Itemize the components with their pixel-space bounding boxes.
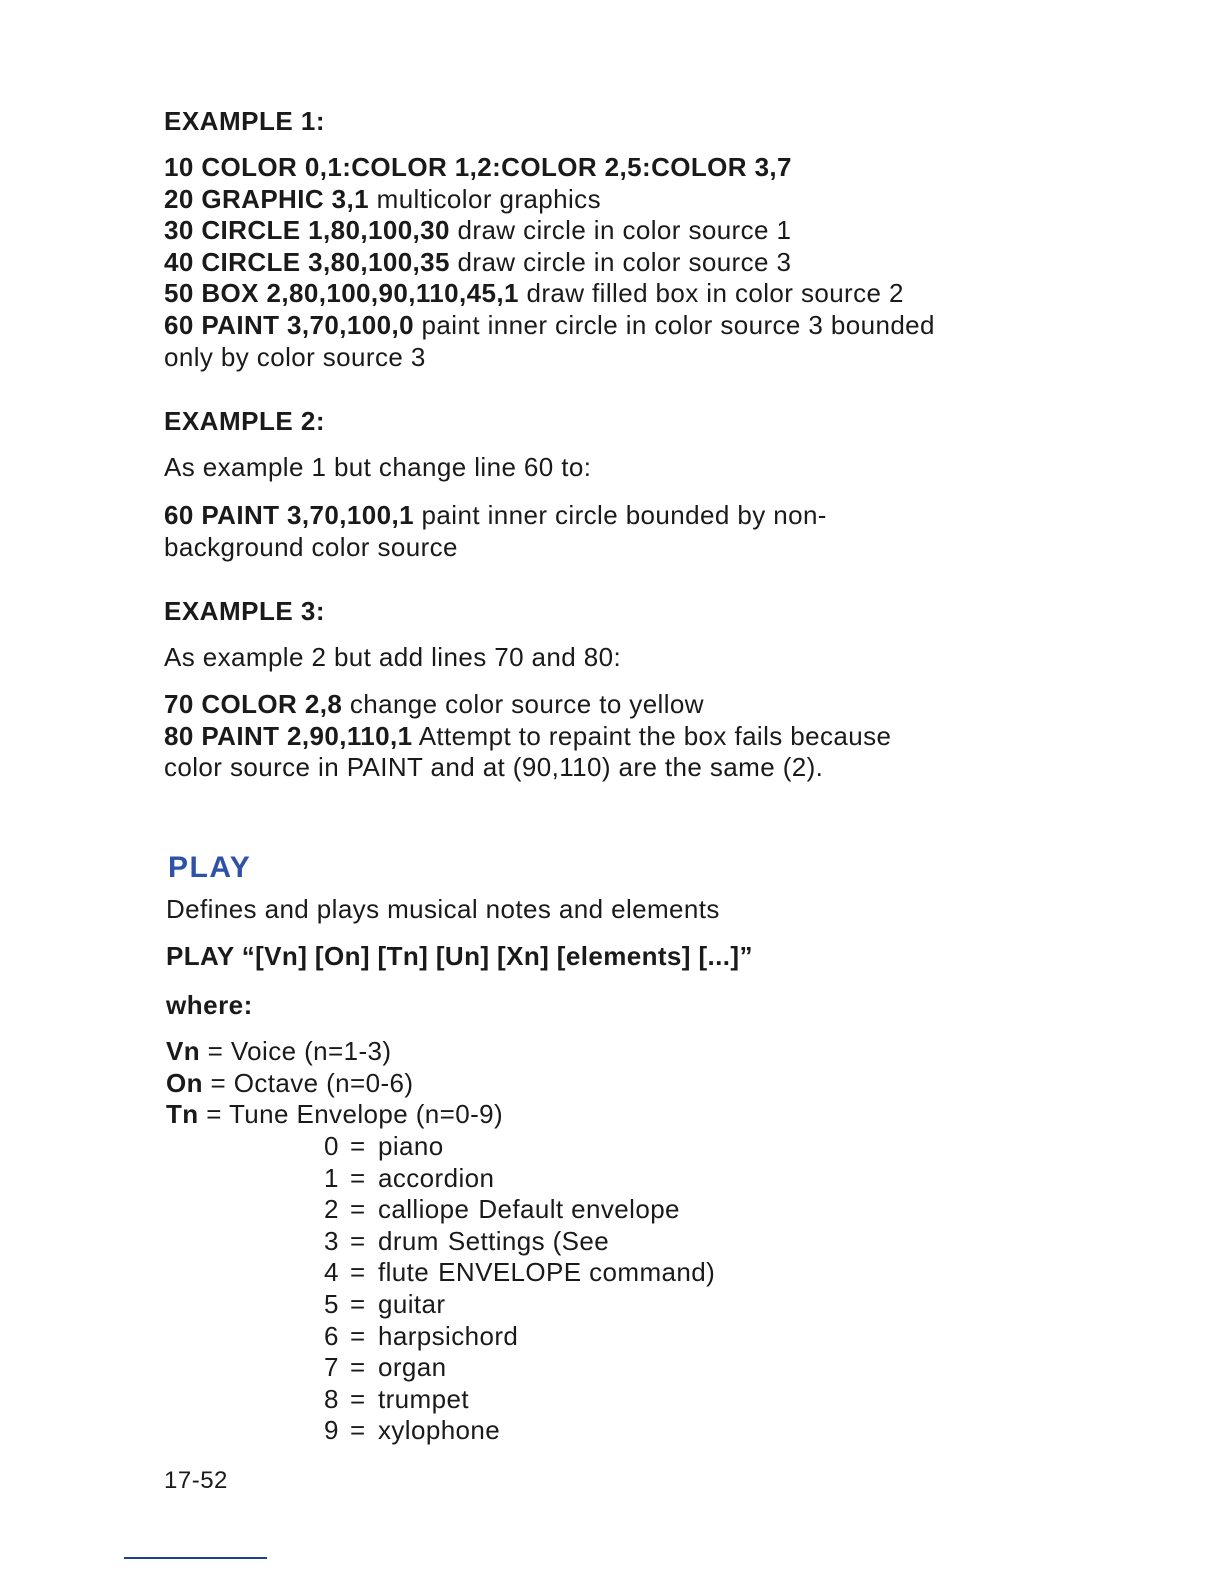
example-1	[164, 106, 325, 137]
envelope-equals: =	[350, 1320, 366, 1351]
list-item	[324, 1194, 715, 1226]
code-keyword: 70 COLOR 2,8	[164, 689, 343, 719]
envelope-number: 1	[324, 1162, 339, 1193]
section-title-play: PLAY	[168, 851, 252, 884]
code-continuation: color source in PAINT and at (90,110) are the same (2).	[164, 752, 824, 783]
code-comment: Attempt to repaint the box fails because	[412, 720, 892, 751]
example-3-code	[164, 689, 891, 784]
code-comment: paint inner circle in color source 3 bounded	[413, 309, 935, 340]
list-item	[324, 1289, 715, 1321]
play-syntax	[166, 941, 753, 973]
envelope-equals: =	[350, 1415, 366, 1446]
example-1-code	[164, 152, 935, 373]
envelope-number: 7	[324, 1352, 339, 1383]
example-2-heading: EXAMPLE 2:	[164, 406, 326, 436]
envelope-equals: =	[350, 1194, 366, 1225]
syntax-args: “[Vn] [On] [Tn] [Un] [Xn] [elements] [...]”	[234, 941, 753, 971]
param-row	[166, 1099, 503, 1131]
envelope-note: ENVELOPE command)	[438, 1257, 716, 1288]
envelope-name: accordion	[378, 1162, 495, 1193]
list-item	[324, 1384, 715, 1416]
envelope-equals: =	[350, 1288, 366, 1319]
envelope-equals: =	[350, 1225, 366, 1256]
code-line	[164, 721, 891, 753]
code-continuation: only by color source 3	[164, 341, 426, 372]
list-item	[324, 1352, 715, 1384]
envelope-equals: =	[350, 1131, 366, 1161]
list-item	[324, 1226, 715, 1258]
code-keyword: 80 PAINT 2,90,110,1	[164, 720, 413, 751]
envelope-number: 4	[324, 1257, 339, 1288]
list-item	[324, 1163, 715, 1195]
where-label: where:	[166, 990, 253, 1020]
envelope-number: 6	[324, 1320, 339, 1351]
param-key: Tn	[166, 1099, 199, 1130]
page-number: 17-52	[164, 1467, 228, 1494]
code-keyword: 60 PAINT 3,70,100,1	[164, 500, 414, 530]
envelope-name: organ	[378, 1352, 447, 1383]
code-continuation: background color source	[164, 531, 458, 562]
param-key: Vn	[166, 1036, 201, 1066]
code-line	[164, 215, 935, 247]
envelope-number: 9	[324, 1415, 339, 1446]
code-comment: paint inner circle bounded by non-	[413, 500, 827, 530]
code-keyword: 30 CIRCLE 1,80,100,30	[164, 215, 450, 246]
envelope-equals: =	[350, 1257, 366, 1288]
list-item	[324, 1321, 715, 1353]
list-item	[324, 1131, 715, 1163]
list-item	[324, 1415, 715, 1447]
code-keyword: 60 PAINT 3,70,100,0	[164, 309, 414, 340]
example-1-heading: EXAMPLE 1:	[164, 106, 326, 136]
envelope-number: 3	[324, 1225, 339, 1256]
code-keyword: 10 COLOR 0,1:COLOR 1,2:COLOR 2,5:COLOR 3,7	[164, 152, 792, 182]
code-keyword: 20 GRAPHIC 3,1	[164, 183, 370, 214]
code-line	[164, 310, 935, 342]
code-comment: draw circle in color source 1	[449, 215, 792, 246]
envelope-name: piano	[378, 1131, 444, 1161]
envelope-list	[164, 1131, 715, 1447]
example-3-intro: As example 2 but add lines 70 and 80:	[164, 642, 622, 672]
envelope-name: xylophone	[378, 1415, 501, 1446]
param-desc: = Octave (n=0-6)	[202, 1067, 414, 1098]
example-2-code	[164, 500, 827, 563]
param-key: On	[166, 1067, 203, 1098]
code-line	[164, 247, 935, 279]
envelope-number: 0	[324, 1131, 339, 1161]
envelope-name: calliope	[378, 1194, 470, 1225]
example-3-heading: EXAMPLE 3:	[164, 596, 326, 626]
envelope-note: Settings (See	[447, 1225, 610, 1256]
code-comment: multicolor graphics	[369, 183, 601, 214]
code-line	[164, 689, 891, 721]
play-params	[166, 1036, 503, 1131]
envelope-name: flute	[378, 1257, 430, 1288]
envelope-name: guitar	[378, 1288, 446, 1319]
code-keyword: 50 BOX 2,80,100,90,110,45,1	[164, 278, 519, 309]
envelope-number: 2	[324, 1194, 339, 1225]
envelope-name: harpsichord	[378, 1320, 519, 1351]
envelope-number: 8	[324, 1383, 339, 1414]
code-line	[164, 184, 935, 216]
envelope-name: trumpet	[378, 1383, 469, 1414]
param-desc: = Tune Envelope (n=0-9)	[198, 1099, 504, 1130]
footer-rule	[124, 1557, 267, 1559]
envelope-note: Default envelope	[478, 1194, 680, 1225]
envelope-name: drum	[378, 1225, 439, 1256]
param-row	[166, 1036, 503, 1068]
syntax-keyword: PLAY	[166, 941, 235, 971]
code-line	[164, 152, 935, 184]
code-comment: draw filled box in color source 2	[518, 278, 904, 309]
list-item	[324, 1257, 715, 1289]
envelope-equals: =	[350, 1352, 366, 1383]
envelope-equals: =	[350, 1162, 366, 1193]
envelope-equals: =	[350, 1383, 366, 1414]
code-line	[164, 278, 935, 310]
code-line	[164, 500, 827, 532]
param-row	[166, 1068, 503, 1100]
code-comment: draw circle in color source 3	[449, 246, 792, 277]
example-2-intro: As example 1 but change line 60 to:	[164, 452, 592, 482]
envelope-number: 5	[324, 1288, 339, 1319]
play-description: Defines and plays musical notes and elements	[166, 894, 720, 924]
code-keyword: 40 CIRCLE 3,80,100,35	[164, 246, 450, 277]
code-comment: change color source to yellow	[342, 689, 704, 719]
param-desc: = Voice (n=1-3)	[200, 1036, 392, 1066]
